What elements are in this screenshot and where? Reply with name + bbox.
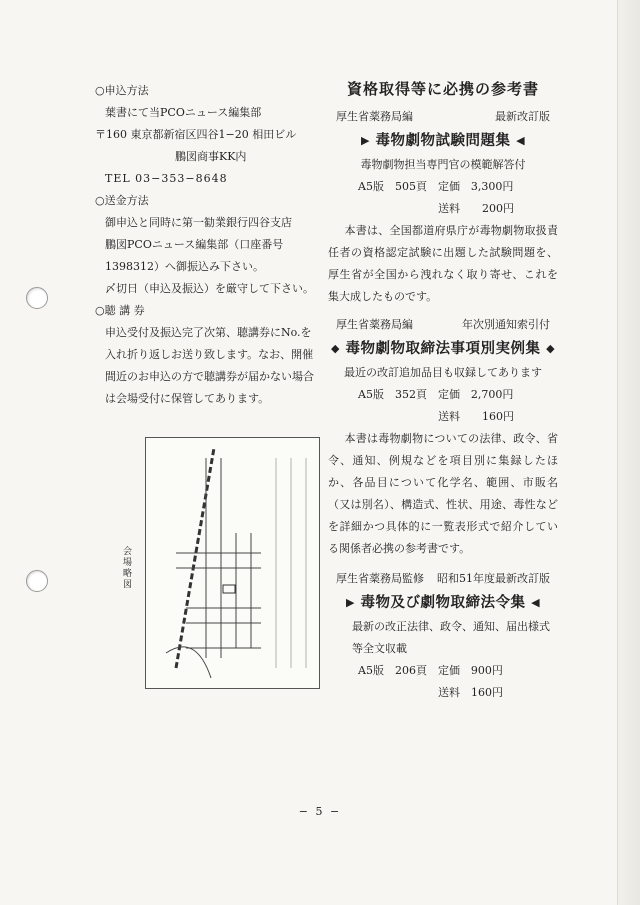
page-edge [617,0,640,905]
apply-heading: ○申込方法 [95,84,149,97]
payment-line-1: 御申込と同時に第一勧業銀行四谷支店 [105,216,292,229]
book3-price: A5版 206頁 定価 900円 [358,664,503,677]
section-title: 資格取得等に必携の参考書 [346,80,539,98]
binder-hole-top [26,287,48,309]
apply-tel: TEL 03−353−8648 [105,172,228,185]
ticket-line-1: 申込受付及振込完了次第、聴講券にNo.を [105,326,312,339]
triangle-left-icon: ◀ [516,134,526,147]
payment-heading: ○送金方法 [95,194,149,207]
triangle-right-icon: ▶ [360,134,370,147]
triangle-right-icon: ▶ [345,596,355,609]
ticket-line-4: は会場受付に保管してあります。 [105,392,270,405]
curved-road [166,647,211,678]
book3-meta [328,568,558,590]
book2-subtitle: 最近の改訂追加品目も収録してあります [344,366,542,379]
book1-edition: 最新改訂版 [495,110,550,123]
venue-map [145,437,320,689]
book2-price: A5版 352頁 定価 2,700円 [358,388,514,401]
book1-title-row [328,130,558,152]
book1-description: 本書は、全国都道府県庁が毒物劇物取扱責任者の資格認定試験に出題した試験問題を、厚生省が全国から洩れなく取り寄せ、これを集大成したものです。 [328,224,558,303]
payment-line-2: 鵬図PCOニュース編集部（口座番号 [105,238,284,251]
page-number: − 5 − [298,805,342,818]
book1-subtitle: 毒物劇物担当専門官の模範解答付 [360,158,526,171]
left-column [95,80,325,410]
right-column [328,78,558,704]
venue-map-drawing [146,438,319,688]
ticket-line-2: 入れ折り返しお送り致します。なお、開催 [105,348,314,361]
book3-title-row [328,592,558,614]
book2-publisher: 厚生省薬務局編 [336,318,413,331]
book3-publisher: 厚生省薬務局監修 [336,572,424,585]
apply-company: 鵬図商事KK内 [175,150,247,163]
book3-edition: 昭和51年度最新改訂版 [437,572,550,585]
ticket-heading: ○聴 講 券 [95,304,145,317]
payment-line-4: 〆切日（申込及振込）を厳守して下さい。 [105,282,314,295]
book3-subtitle-1: 最新の改正法律、政令、通知、届出様式 [352,620,550,633]
book2-description: 本書は毒物劇物についての法律、政令、省令、通知、例規などを項目別に集録したほか、各品目について化学名、範囲、市販名（又は別名）、構造式、性状、用途、毒性などを詳細かつ具体的に一覧表形式で紹介している関係者必携の参考書です。 [328,432,558,555]
book1-shipping: 送料 200円 [438,202,514,215]
book1-meta [328,106,558,128]
book2-meta [328,314,558,336]
apply-line-1: 葉書にて当PCOニュース編集部 [105,106,262,119]
book2-shipping: 送料 160円 [438,410,514,423]
book2-edition: 年次別通知索引付 [462,318,550,331]
book3-shipping: 送料 160円 [438,686,503,699]
book3-title: 毒物及び劇物取締法令集 [360,594,526,611]
venue-building [223,585,235,593]
book1-title: 毒物劇物試験問題集 [375,132,511,149]
binder-hole-bottom [26,570,48,592]
railway-line [176,448,214,668]
ticket-line-3: 間近のお申込の方で聴講券が届かない場合 [105,370,314,383]
book2-title-row [328,338,558,360]
triangle-left-icon: ◀ [531,596,541,609]
book3-subtitle-2: 等全文収載 [352,642,407,655]
payment-line-3: 1398312）へ御振込み下さい。 [105,260,264,273]
apply-line-2: 〒160 東京都新宿区四谷1−20 相田ビル [95,128,297,141]
map-caption: 会場略図 [121,546,131,590]
book1-publisher: 厚生省薬務局編 [336,110,413,123]
book2-title: 毒物劇物取締法事項別実例集 [345,340,541,357]
diamond-icon: ◆ [546,342,556,355]
book1-price: A5版 505頁 定価 3,300円 [358,180,514,193]
diamond-icon: ◆ [330,342,340,355]
